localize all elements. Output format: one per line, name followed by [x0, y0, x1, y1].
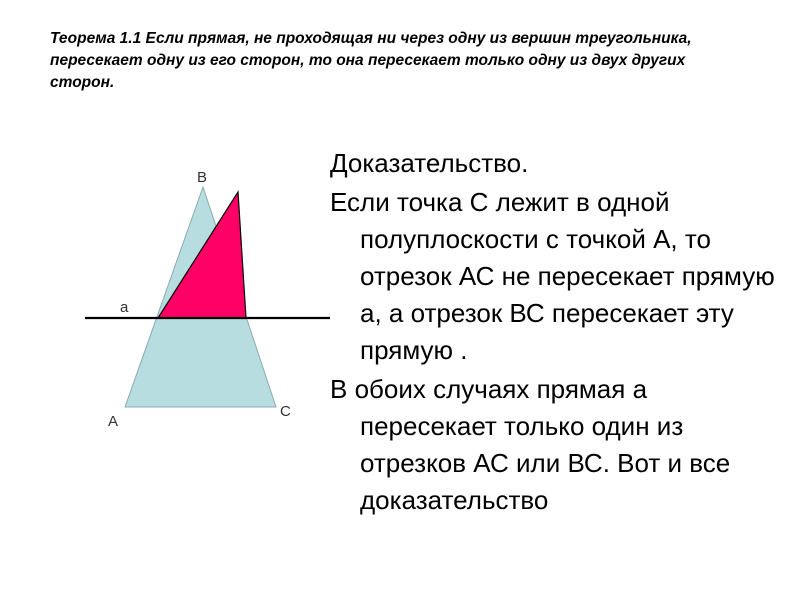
proof-paragraph-1: Если точка С лежит в одной полуплоскости с точкой А, то отрезок АС не пересекает прямую а, а отрезок ВС пересекает эту прямую .	[330, 187, 775, 365]
label-vertex-a: A	[108, 413, 119, 430]
proof-paragraph-2: В обоих случаях прямая а пересекает только один из отрезков АС или ВС. Вот и все доказательство	[330, 374, 731, 515]
label-line-a: a	[120, 299, 129, 316]
proof-text-block	[330, 145, 790, 519]
label-vertex-c: C	[280, 403, 291, 420]
proof-heading: Доказательство.	[330, 148, 529, 178]
theorem-text: Теорема 1.1 Если прямая, не проходящая ни через одну из вершин треугольника, пересекает одну из его сторон, то она пересекает только одну из двух других сторон.	[50, 30, 692, 91]
label-vertex-b: B	[197, 169, 208, 186]
